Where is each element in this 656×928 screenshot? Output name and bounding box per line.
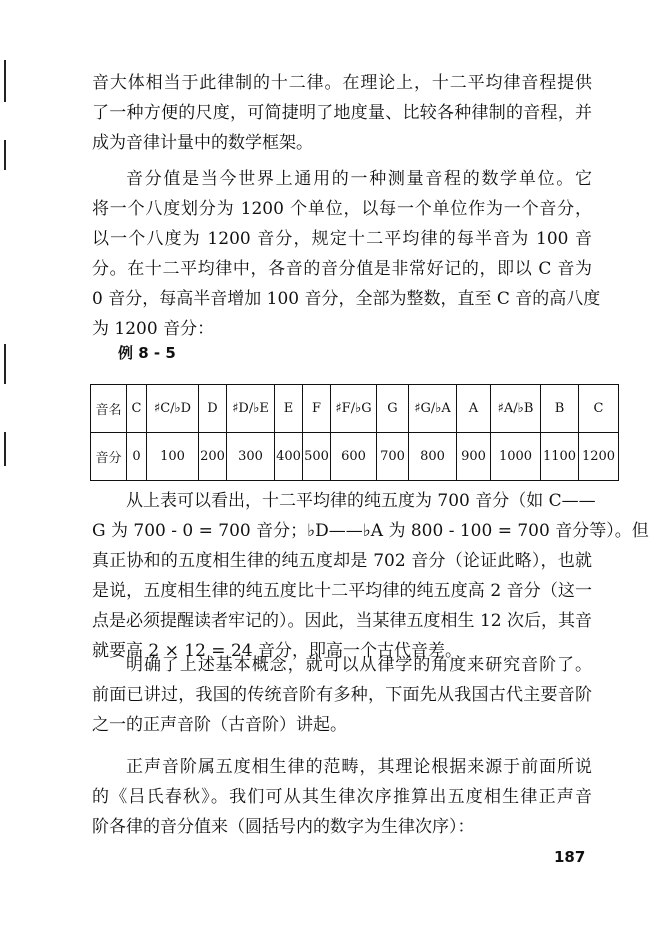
text-line: 点是必须提醒读者牢记的）。因此，当某律五度相生 12 次后，其音 [92,611,592,631]
table-cell: A [457,385,491,433]
text-line: 的《吕氏春秋》。我们可从其生律次序推算出五度相生律正声音 [92,787,592,807]
table-cell: D [199,385,227,433]
row-header: 音分 [91,433,127,481]
table-cell: 800 [409,433,457,481]
text-line: 真正协和的五度相生律的纯五度却是 702 音分（论证此略），也就 [92,551,592,571]
table-cell: G [377,385,409,433]
table-cell: 500 [303,433,331,481]
margin-bar [4,140,6,170]
margin-bar [4,432,6,466]
paragraph-4 [92,650,592,740]
text-line: 就要高 2 × 12 = 24 音分，即高一个古代音差。 [92,641,462,661]
text-line: 分。在十二平均律中，各音的音分值是非常好记的，即以 C 音为 [92,259,592,279]
text-line: 为 1200 音分： [92,319,215,339]
text-line: 音大体相当于此律制的十二律。在理论上，十二平均律音程提供 [92,73,592,93]
table-cell: F [303,385,331,433]
note-name-row [91,385,619,433]
text-line: 了一种方便的尺度，可简捷明了地度量、比较各种律制的音程，并 [92,103,592,123]
table-cell: 1200 [579,433,619,481]
table-cell: 300 [227,433,275,481]
text-line: 0 音分，每高半音增加 100 音分，全部为整数，直至 C 音的高八度 [92,289,601,309]
text-line: 音分值是当今世界上通用的一种测量音程的数学单位。它 [126,169,592,189]
text-line: 明确了上述基本概念，就可以从律学的角度来研究音阶了。 [126,655,592,675]
text-line: 前面已讲过，我国的传统音阶有多种，下面先从我国古代主要音阶 [92,685,592,705]
table-cell: 1000 [491,433,541,481]
text-line: 成为音律计量中的数学框架。 [92,133,313,153]
table-cell: B [541,385,579,433]
table-cell: 100 [147,433,199,481]
row-header: 音名 [91,385,127,433]
table-cell: C [127,385,147,433]
example-label: 例 8 - 5 [118,344,176,362]
table-cell: E [275,385,303,433]
paragraph-1 [92,68,592,158]
table-cell: 400 [275,433,303,481]
table-cell: 900 [457,433,491,481]
paragraph-5 [92,752,592,842]
text-line: 正声音阶属五度相生律的范畴，其理论根据来源于前面所说 [126,757,592,777]
table-cell: 600 [331,433,377,481]
table-cell: 0 [127,433,147,481]
table-cell: C [579,385,619,433]
text-line: 以一个八度为 1200 音分，规定十二平均律的每半音为 100 音 [92,229,592,249]
text-line: 是说，五度相生律的纯五度比十二平均律的纯五度高 2 音分（这一 [92,581,592,601]
table-cell: ♯G/♭A [409,385,457,433]
margin-bar [4,344,6,384]
table-cell: 200 [199,433,227,481]
table-cell: ♯F/♭G [331,385,377,433]
text-line: 阶各律的音分值来（圆括号内的数字为生律次序）： [92,817,475,837]
page-number: 187 [554,848,586,866]
pitch-cents-table [90,384,619,481]
table-cell: 700 [377,433,409,481]
text-line: 之一的正声音阶（古音阶）讲起。 [92,715,347,735]
text-line: 从上表可以看出，十二平均律的纯五度为 700 音分（如 C—— [126,491,596,511]
cents-row [91,433,619,481]
text-line: 将一个八度划分为 1200 个单位，以每一个单位作为一个音分， [92,199,592,219]
paragraph-3 [92,486,649,666]
margin-bar [4,60,6,102]
table-cell: ♯C/♭D [147,385,199,433]
text-line: G 为 700 - 0 = 700 音分；♭D——♭A 为 800 - 100 = 700 音分等）。但 [92,521,649,541]
table-cell: 1100 [541,433,579,481]
paragraph-2 [92,164,601,344]
table-cell: ♯D/♭E [227,385,275,433]
table-cell: ♯A/♭B [491,385,541,433]
